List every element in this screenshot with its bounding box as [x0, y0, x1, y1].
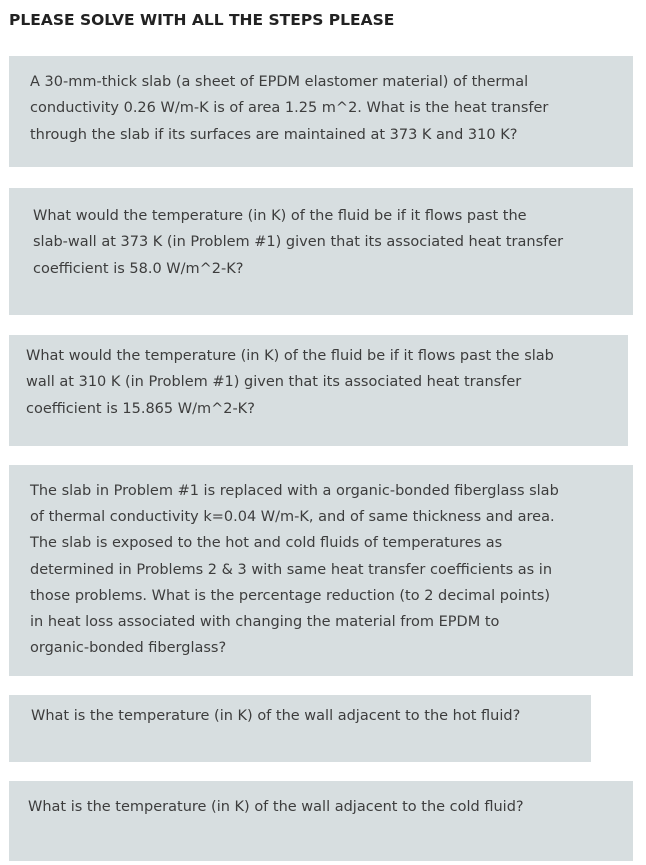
question-box-3: [9, 335, 628, 446]
question-line: What would the temperature (in K) of the fluid be if it flows past the: [33, 208, 527, 224]
question-1-text: [30, 69, 633, 148]
question-line: What is the temperature (in K) of the wall adjacent to the cold fluid?: [28, 799, 524, 815]
question-line: determined in Problems 2 & 3 with same heat transfer coefficients as in: [30, 561, 553, 578]
question-line: The slab in Problem #1 is replaced with a organic-bonded fiberglass slab: [30, 483, 559, 499]
question-4-text: [30, 478, 633, 661]
question-5-text: [31, 703, 591, 729]
question-line: What would the temperature (in K) of the fluid be if it flows past the slab: [26, 348, 554, 364]
question-line: through the slab if its surfaces are maintained at 373 K and 310 K?: [30, 126, 518, 143]
question-3-text: [26, 343, 628, 422]
question-line: those problems. What is the percentage reduction (to 2 decimal points): [30, 587, 550, 604]
question-line: slab-wall at 373 K (in Problem #1) given that its associated heat transfer: [33, 234, 564, 251]
question-line: wall at 310 K (in Problem #1) given that its associated heat transfer: [26, 374, 522, 391]
question-line: The slab is exposed to the hot and cold fluids of temperatures as: [30, 535, 503, 552]
question-line: conductivity 0.26 W/m-K is of area 1.25 m^2. What is the heat transfer: [30, 100, 549, 117]
question-box-5: [9, 695, 591, 762]
question-box-1: [9, 56, 633, 167]
page-heading: PLEASE SOLVE WITH ALL THE STEPS PLEASE: [9, 11, 395, 29]
question-box-4: [9, 465, 633, 676]
question-line: organic-bonded fiberglass?: [30, 640, 227, 657]
question-box-2: [9, 188, 633, 315]
question-line: coefficient is 15.865 W/m^2-K?: [26, 400, 255, 417]
question-line: coefficient is 58.0 W/m^2-K?: [33, 260, 244, 277]
question-line: in heat loss associated with changing the material from EPDM to: [30, 614, 500, 631]
question-2-text: [33, 203, 633, 282]
question-box-6: [9, 781, 633, 861]
question-6-text: [28, 794, 633, 820]
question-line: What is the temperature (in K) of the wall adjacent to the hot fluid?: [31, 708, 521, 724]
question-line: A 30-mm-thick slab (a sheet of EPDM elastomer material) of thermal: [30, 74, 529, 90]
question-line: of thermal conductivity k=0.04 W/m-K, and of same thickness and area.: [30, 509, 555, 526]
